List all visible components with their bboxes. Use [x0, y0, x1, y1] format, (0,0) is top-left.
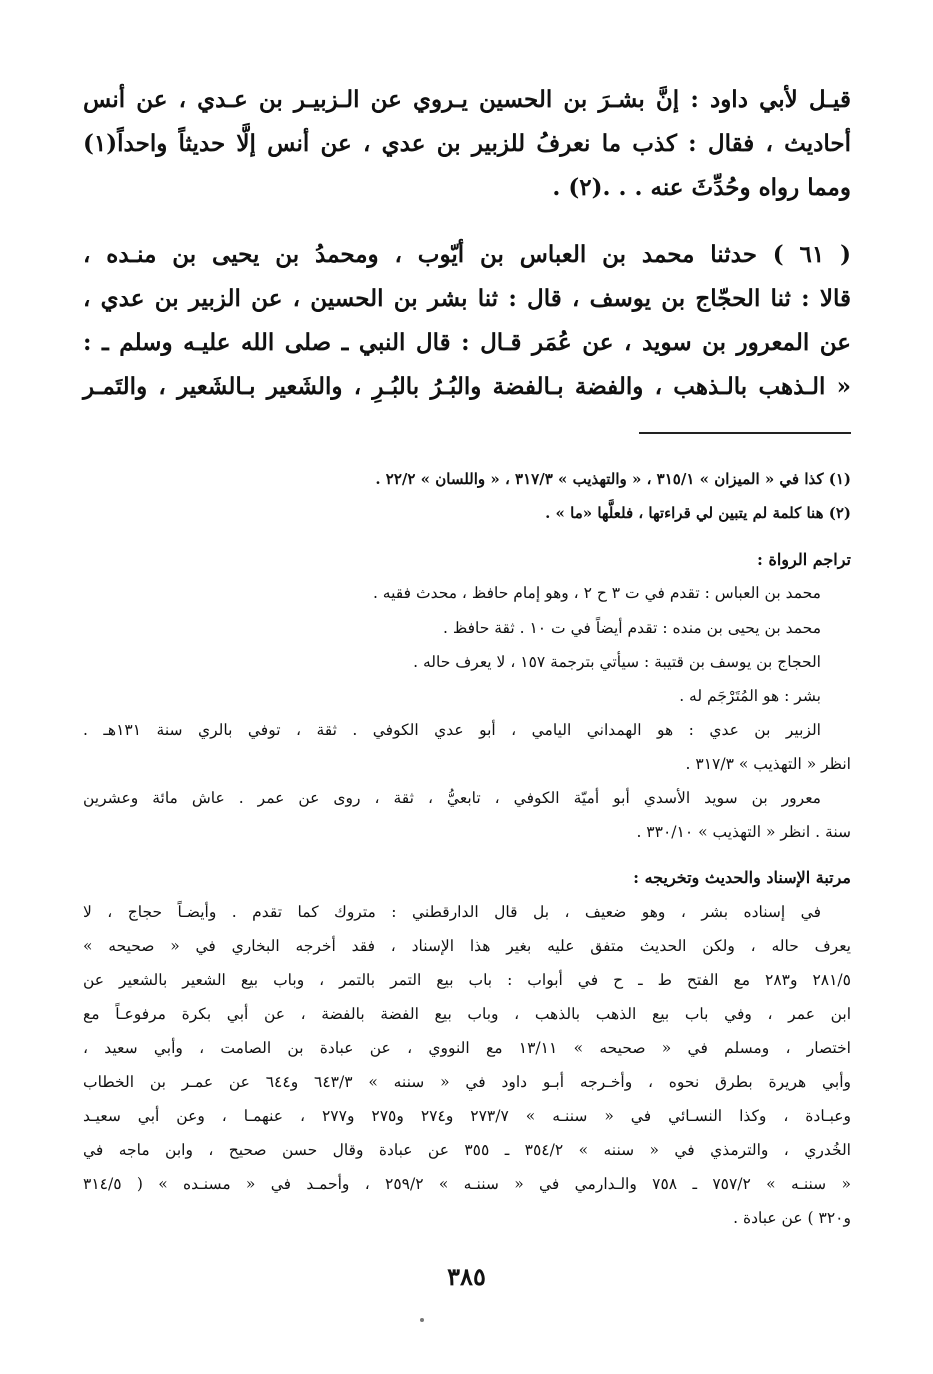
main-text-line: عن المعرور بن سويد ، عن عُمَر قـال : قال النبي ـ صلى الله عليـه وسلم ـ :	[83, 329, 851, 356]
narrator-entry: الزبير بن عدي : هو الهمداني اليامي ، أبو عدي الكوفي . ثقة ، توفي بالري سنة ١٣١هـ .	[83, 721, 821, 739]
grading-heading: مرتبة الإسناد والحديث وتخريجه :	[633, 868, 851, 887]
page-number: ٣٨٥	[447, 1262, 486, 1291]
narrator-entry: الحجاج بن يوسف بن قتيبة : سيأتي بترجمة ١٥٧ ، لا يعرف حاله .	[413, 653, 821, 671]
grading-line: وأبي هريرة بطرق نحوه ، وأخـرجه أبـو داود في « سننه » ٦٤٣/٣ و٦٤٤ عن عمـر بن الخطاب	[83, 1073, 851, 1091]
grading-line: اختصار ، ومسلم في « صحيحه » ١٣/١١ مع النووي ، عن عبادة بن الصامت ، وأبي سعيد ،	[83, 1039, 851, 1057]
narrator-entry: انظر « التهذيب » ٣١٧/٣ .	[685, 755, 851, 773]
main-text-line: قيـل لأبي داود : إنَّ بشـرَ بن الحسين يـروي عن الـزبيـر بن عـدي ، عن أنس	[83, 86, 851, 113]
main-text-line: أحاديث ، فقال : كذب ما نعرفُ للزبير بن عدي ، عن أنس إلَّا حديثاً واحداً(١)	[83, 130, 851, 157]
grading-line: « سننـه » ٧٥٧/٢ ـ ٧٥٨ والـدارمي في « سننـه » ٢٥٩/٢ ، وأحمـد في « مسنـده » ( ٣١٤/٥	[83, 1175, 851, 1193]
grading-line: يعرف حاله ، ولكن الحديث متفق عليه بغير هذا الإسناد ، فقد أخرجه البخاري في « صحيحه »	[83, 937, 851, 955]
main-text-line: ( ٦١ ) حدثنا محمد بن العباس بن أيّوب ، ومحمدُ بن يحيى بن منـده ،	[83, 241, 851, 268]
grading-line: في إسناده بشر ، وهو ضعيف ، بل قال الدارقطني : متروك كما تقدم . وأيضـاً حجاج ، لا	[83, 903, 821, 921]
grading-line: وعبـادة ، وكذا النسـائي في « سننـه » ٢٧٣/٧ و٢٧٤ و٢٧٥ و٢٧٧ ، عنهمـا ، وعن أبي سعيـد	[83, 1107, 851, 1125]
main-text-line: ومما رواه وحُدِّثَ عنه . . .(٢) .	[552, 174, 851, 201]
main-text-line: قالا : ثنا الحجّاج بن يوسف ، قال : ثنا بشر بن الحسين ، عن الزبير بن عدي ،	[83, 285, 851, 312]
grading-line: ٢٨١/٥ و٢٨٣ مع الفتح ط ـ ح في أبواب : باب بيع التمر بالتمر ، وباب بيع الشعير بالشعير عن	[83, 971, 851, 989]
footnote-separator	[639, 432, 851, 434]
scan-dot	[420, 1318, 424, 1322]
footnote: (١) كذا في « الميزان » ٣١٥/١ ، « والتهذيب » ٣١٧/٣ ، « واللسان » ٢٢/٢ .	[375, 470, 851, 488]
footnote: (٢) هنا كلمة لم يتبين لي قراءتها ، فلعلَّها «ما » .	[545, 504, 851, 522]
narrator-entry: محمد بن العباس : تقدم في ت ٣ ح ٢ ، وهو إمام حافظ ، محدث فقيه .	[372, 584, 821, 602]
grading-line: الخُدري ، والترمذي في « سننه » ٣٥٤/٢ ـ ٣٥٥ عن عبادة وقال حسن صحيح ، وابن ماجه في	[83, 1141, 851, 1159]
grading-line: ابن عمر ، وفي باب بيع الذهب بالذهب ، وباب بيع الفضة بالفضة ، عن أبي بكرة مرفوعـاً مع	[83, 1005, 851, 1023]
narrators-heading: تراجم الرواة :	[756, 550, 851, 569]
main-text-line: « الـذهب بالـذهب ، والفضة بـالفضة والبُـرُ بالبُـرِ ، والشَعير بـالشَعير ، والتَمـر	[83, 373, 851, 400]
narrator-entry: معرور بن سويد الأسدي أبو أميّة الكوفي ، تابعيُّ ، ثقة ، روى عن عمر . عاش مائة وعشرين	[83, 789, 821, 807]
narrator-entry: سنة . انظر « التهذيب » ٣٣٠/١٠ .	[636, 823, 851, 841]
grading-line: و٣٢٠ ) عن عبادة .	[733, 1209, 851, 1227]
narrator-entry: محمد بن يحيى بن منده : تقدم أيضاً في ت ١٠ . ثقة حافظ .	[443, 619, 821, 637]
narrator-entry: بشر : هو المُتَرْجَم له .	[679, 687, 821, 705]
